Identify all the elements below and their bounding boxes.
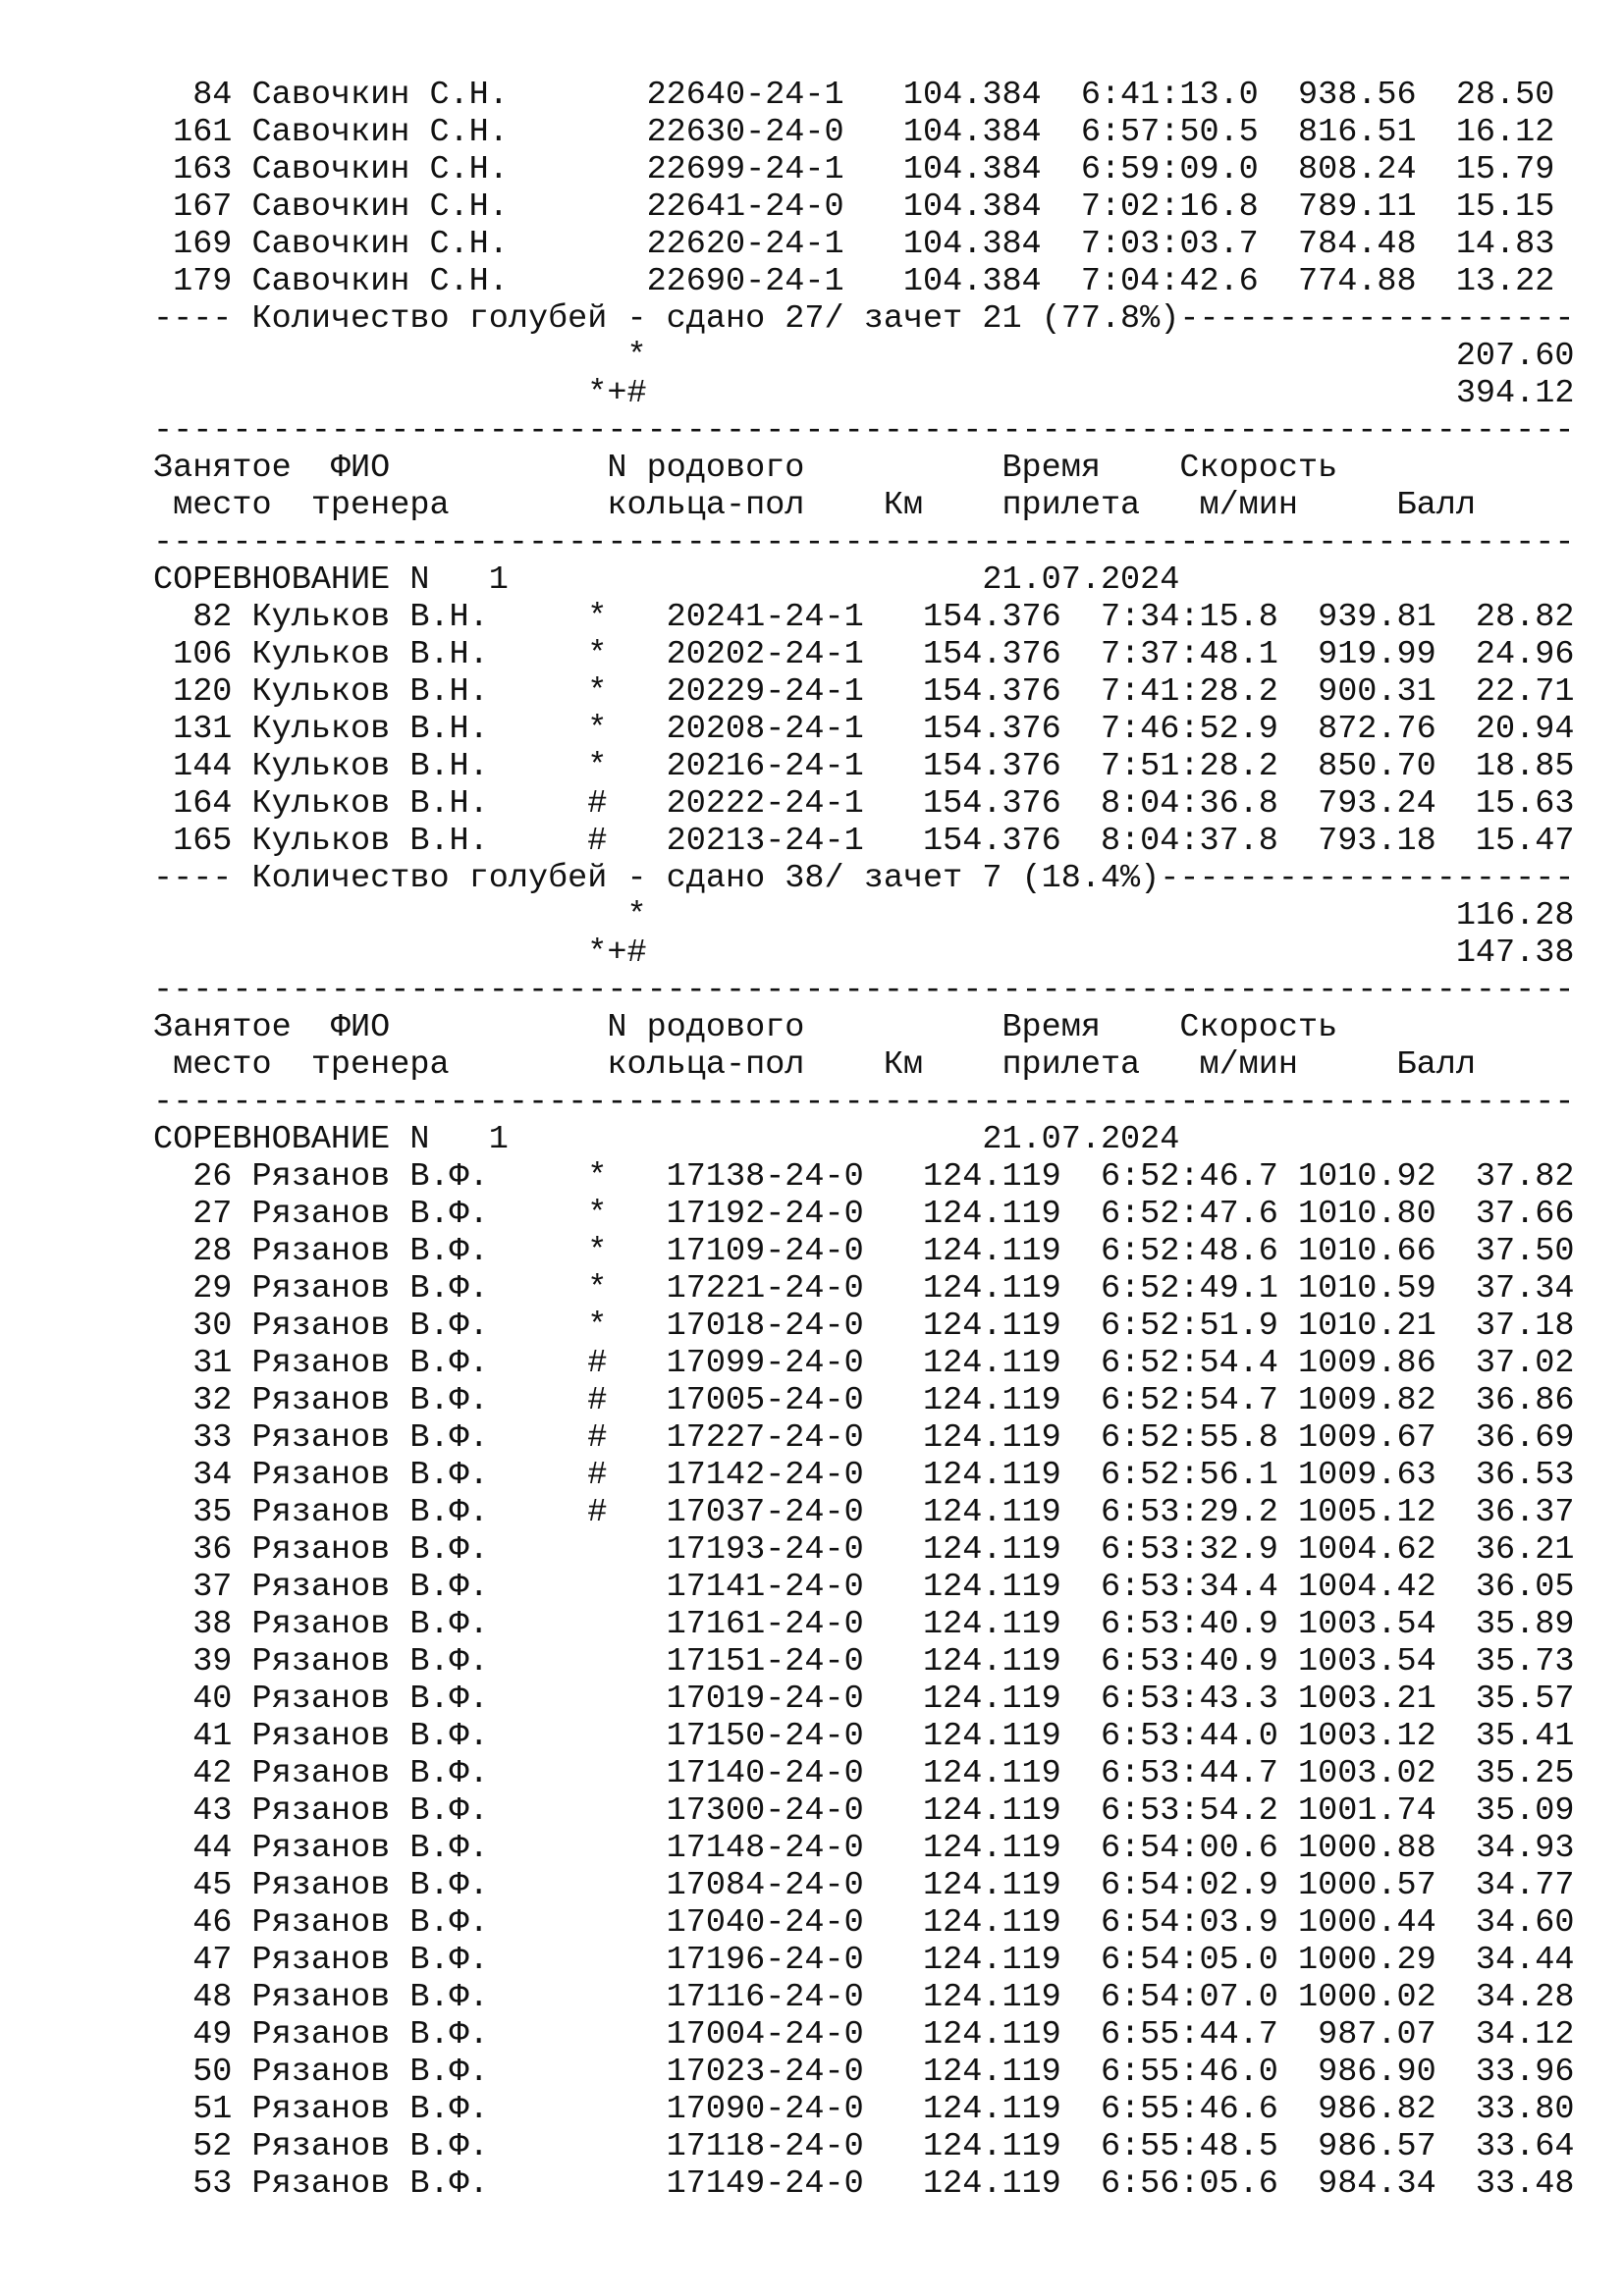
- text-line: 29 Рязанов В.Ф. * 17221-24-0 124.119 6:52:49.1 1010.59 37.34: [153, 1270, 1575, 1308]
- text-line: 179 Савочкин С.Н. 22690-24-1 104.384 7:04:42.6 774.88 13.22: [153, 263, 1555, 300]
- text-line: 38 Рязанов В.Ф. 17161-24-0 124.119 6:53:40.9 1003.54 35.89: [153, 1606, 1575, 1643]
- text-line: 51 Рязанов В.Ф. 17090-24-0 124.119 6:55:46.6 986.82 33.80: [153, 2091, 1575, 2128]
- text-line: 48 Рязанов В.Ф. 17116-24-0 124.119 6:54:07.0 1000.02 34.28: [153, 1979, 1575, 2016]
- text-line: 50 Рязанов В.Ф. 17023-24-0 124.119 6:55:46.0 986.90 33.96: [153, 2054, 1575, 2091]
- text-line: *+# 147.38: [153, 934, 1575, 972]
- text-line: 163 Савочкин С.Н. 22699-24-1 104.384 6:59:09.0 808.24 15.79: [153, 151, 1555, 188]
- text-line: 82 Кульков В.Н. * 20241-24-1 154.376 7:34:15.8 939.81 28.82: [153, 599, 1575, 636]
- text-line: 34 Рязанов В.Ф. # 17142-24-0 124.119 6:52:56.1 1009.63 36.53: [153, 1457, 1575, 1494]
- text-line: 45 Рязанов В.Ф. 17084-24-0 124.119 6:54:02.9 1000.57 34.77: [153, 1867, 1575, 1904]
- text-line: Занятое ФИО N родового Время Скорость: [153, 450, 1338, 487]
- text-line: 42 Рязанов В.Ф. 17140-24-0 124.119 6:53:44.7 1003.02 35.25: [153, 1755, 1575, 1792]
- text-line: 47 Рязанов В.Ф. 17196-24-0 124.119 6:54:05.0 1000.29 34.44: [153, 1942, 1575, 1979]
- text-line: 169 Савочкин С.Н. 22620-24-1 104.384 7:03:03.7 784.48 14.83: [153, 226, 1555, 263]
- text-line: 28 Рязанов В.Ф. * 17109-24-0 124.119 6:52:48.6 1010.66 37.50: [153, 1233, 1575, 1270]
- text-line: 40 Рязанов В.Ф. 17019-24-0 124.119 6:53:43.3 1003.21 35.57: [153, 1681, 1575, 1718]
- text-line: 26 Рязанов В.Ф. * 17138-24-0 124.119 6:52:46.7 1010.92 37.82: [153, 1158, 1575, 1196]
- text-line: место тренера кольца-пол Км прилета м/мин Балл: [153, 487, 1476, 524]
- text-line: место тренера кольца-пол Км прилета м/мин Балл: [153, 1046, 1476, 1084]
- text-line: 30 Рязанов В.Ф. * 17018-24-0 124.119 6:52:51.9 1010.21 37.18: [153, 1308, 1575, 1345]
- text-line: СОРЕВНОВАНИЕ N 1 21.07.2024: [153, 561, 1180, 599]
- text-line: 35 Рязанов В.Ф. # 17037-24-0 124.119 6:53:29.2 1005.12 36.37: [153, 1494, 1575, 1531]
- text-line: 53 Рязанов В.Ф. 17149-24-0 124.119 6:56:05.6 984.34 33.48: [153, 2165, 1575, 2203]
- text-line: 144 Кульков В.Н. * 20216-24-1 154.376 7:51:28.2 850.70 18.85: [153, 748, 1575, 785]
- text-line: СОРЕВНОВАНИЕ N 1 21.07.2024: [153, 1121, 1180, 1158]
- text-line: 49 Рязанов В.Ф. 17004-24-0 124.119 6:55:44.7 987.07 34.12: [153, 2016, 1575, 2054]
- text-line: 36 Рязанов В.Ф. 17193-24-0 124.119 6:53:32.9 1004.62 36.21: [153, 1531, 1575, 1569]
- text-line: * 207.60: [153, 338, 1575, 375]
- text-line: ------------------------------------------------------------------------: [153, 972, 1575, 1009]
- text-line: 32 Рязанов В.Ф. # 17005-24-0 124.119 6:52:54.7 1009.82 36.86: [153, 1382, 1575, 1419]
- text-line: 37 Рязанов В.Ф. 17141-24-0 124.119 6:53:34.4 1004.42 36.05: [153, 1569, 1575, 1606]
- text-line: 52 Рязанов В.Ф. 17118-24-0 124.119 6:55:48.5 986.57 33.64: [153, 2128, 1575, 2165]
- text-line: 106 Кульков В.Н. * 20202-24-1 154.376 7:37:48.1 919.99 24.96: [153, 636, 1575, 673]
- text-line: 165 Кульков В.Н. # 20213-24-1 154.376 8:04:37.8 793.18 15.47: [153, 823, 1575, 860]
- text-line: *+# 394.12: [153, 375, 1575, 412]
- text-line: ------------------------------------------------------------------------: [153, 412, 1575, 450]
- text-line: 39 Рязанов В.Ф. 17151-24-0 124.119 6:53:40.9 1003.54 35.73: [153, 1643, 1575, 1681]
- text-line: 84 Савочкин С.Н. 22640-24-1 104.384 6:41:13.0 938.56 28.50: [153, 77, 1555, 114]
- text-line: Занятое ФИО N родового Время Скорость: [153, 1009, 1338, 1046]
- text-line: 164 Кульков В.Н. # 20222-24-1 154.376 8:04:36.8 793.24 15.63: [153, 785, 1575, 823]
- text-line: 44 Рязанов В.Ф. 17148-24-0 124.119 6:54:00.6 1000.88 34.93: [153, 1830, 1575, 1867]
- text-line: * 116.28: [153, 897, 1575, 934]
- text-line: 27 Рязанов В.Ф. * 17192-24-0 124.119 6:52:47.6 1010.80 37.66: [153, 1196, 1575, 1233]
- text-line: 161 Савочкин С.Н. 22630-24-0 104.384 6:57:50.5 816.51 16.12: [153, 114, 1555, 151]
- text-line: ---- Количество голубей - сдано 38/ зачет 7 (18.4%)---------------------: [153, 860, 1575, 897]
- text-line: ------------------------------------------------------------------------: [153, 524, 1575, 561]
- text-line: 31 Рязанов В.Ф. # 17099-24-0 124.119 6:52:54.4 1009.86 37.02: [153, 1345, 1575, 1382]
- text-line: 41 Рязанов В.Ф. 17150-24-0 124.119 6:53:44.0 1003.12 35.41: [153, 1718, 1575, 1755]
- text-line: 131 Кульков В.Н. * 20208-24-1 154.376 7:46:52.9 872.76 20.94: [153, 711, 1575, 748]
- text-line: ------------------------------------------------------------------------: [153, 1084, 1575, 1121]
- text-line: 33 Рязанов В.Ф. # 17227-24-0 124.119 6:52:55.8 1009.67 36.69: [153, 1419, 1575, 1457]
- text-line: 43 Рязанов В.Ф. 17300-24-0 124.119 6:53:54.2 1001.74 35.09: [153, 1792, 1575, 1830]
- text-line: 167 Савочкин С.Н. 22641-24-0 104.384 7:02:16.8 789.11 15.15: [153, 188, 1555, 226]
- text-line: 120 Кульков В.Н. * 20229-24-1 154.376 7:41:28.2 900.31 22.71: [153, 673, 1575, 711]
- text-line: ---- Количество голубей - сдано 27/ зачет 21 (77.8%)--------------------: [153, 300, 1575, 338]
- results-printout: [153, 77, 1574, 2203]
- text-line: 46 Рязанов В.Ф. 17040-24-0 124.119 6:54:03.9 1000.44 34.60: [153, 1904, 1575, 1942]
